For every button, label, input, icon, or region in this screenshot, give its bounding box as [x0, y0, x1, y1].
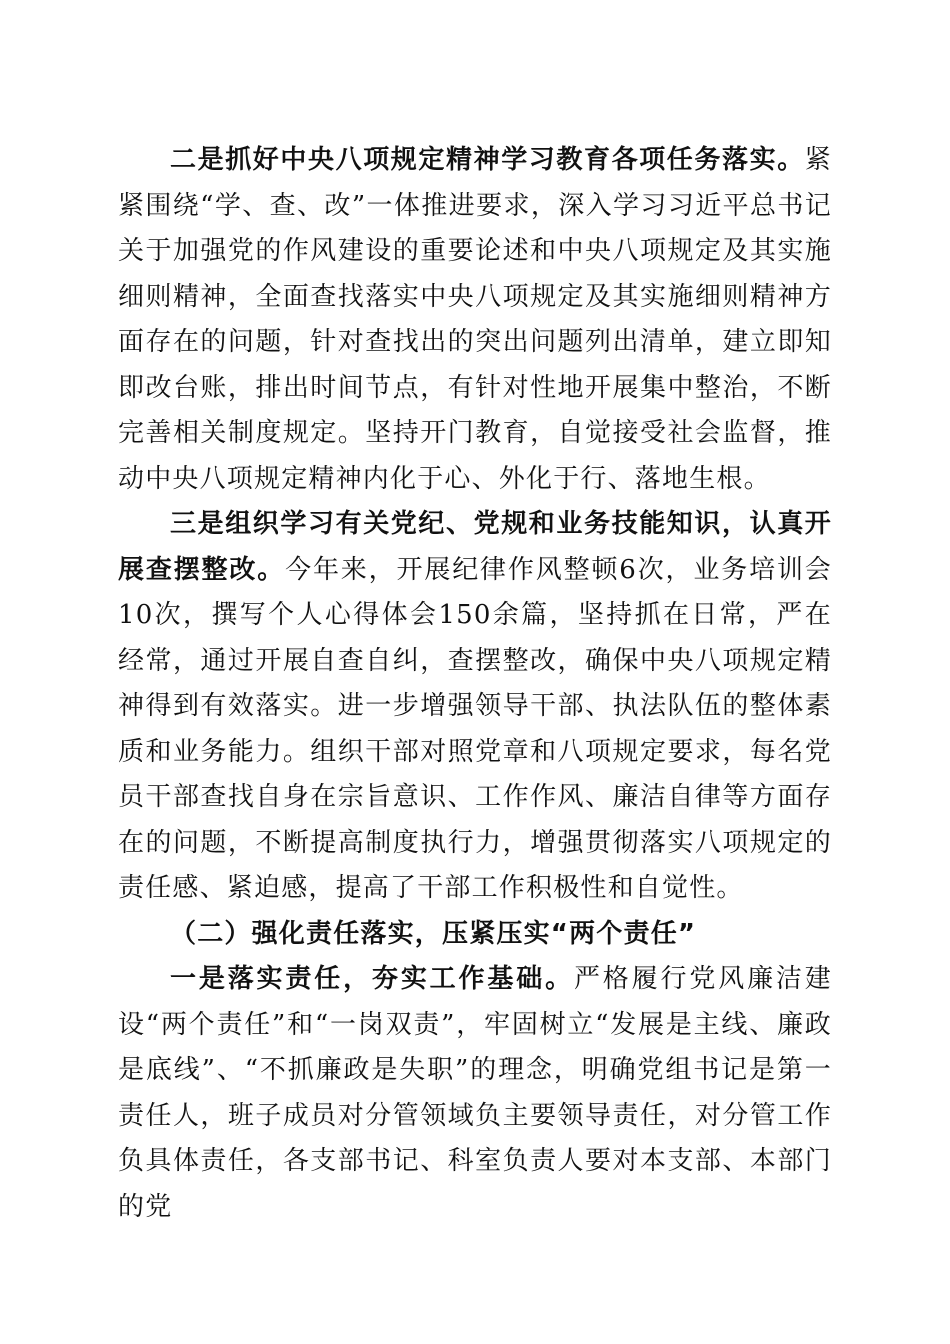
paragraph-body: 今年来，开展纪律作风整顿6次，业务培训会10次，撰写个人心得体会150余篇，坚持抓在日常，严在经常，通过开展自查自纠，查摆整改，确保中央八项规定精神得到有效落实。进一步增强领导干部、执法队伍的整体素质和业务能力。组织干部对照党章和八项规定要求，每名党员干部查找自身在宗旨意识、工作作风、廉洁自律等方面存在的问题，不断提高制度执行力，增强贯彻落实八项规定的责任感、紧迫感，提高了干部工作积极性和自觉性。 — [118, 554, 833, 903]
document-body — [118, 138, 832, 1230]
paragraph-lead: 一是落实责任，夯实工作基础。 — [170, 964, 574, 994]
paragraph-responsibility — [118, 957, 832, 1230]
paragraph-task-implementation — [118, 138, 832, 502]
paragraph-lead: 三是组织学习有关党纪、党规和业务技能知识，认真开展查摆整改。 — [118, 509, 832, 585]
paragraph-study-rectification — [118, 502, 832, 912]
section-heading: （二）强化责任落实，压紧压实“两个责任” — [170, 918, 697, 949]
paragraph-lead: 二是抓好中央八项规定精神学习教育各项任务落实。 — [170, 145, 805, 175]
paragraph-body: 严格履行党风廉洁建设“两个责任”和“一岗双责”，牢固树立“发展是主线、廉政是底线”、“不抓廉政是失职”的理念，明确党组书记是第一责任人，班子成员对分管领域负主要领导责任，对分管工作负具体责任，各支部书记、科室负责人要对本支部、本部门的党 — [118, 964, 832, 1222]
paragraph-body: 紧紧围绕“学、查、改”一体推进要求，深入学习习近平总书记关于加强党的作风建设的重要论述和中央八项规定及其实施细则精神，全面查找落实中央八项规定及其实施细则精神方面存在的问题，针对查找出的突出问题列出清单，建立即知即改台账，排出时间节点，有针对性地开展集中整治，不断完善相关制度规定。坚持开门教育，自觉接受社会监督，推动中央八项规定精神内化于心、外化于行、落地生根。 — [118, 145, 832, 494]
